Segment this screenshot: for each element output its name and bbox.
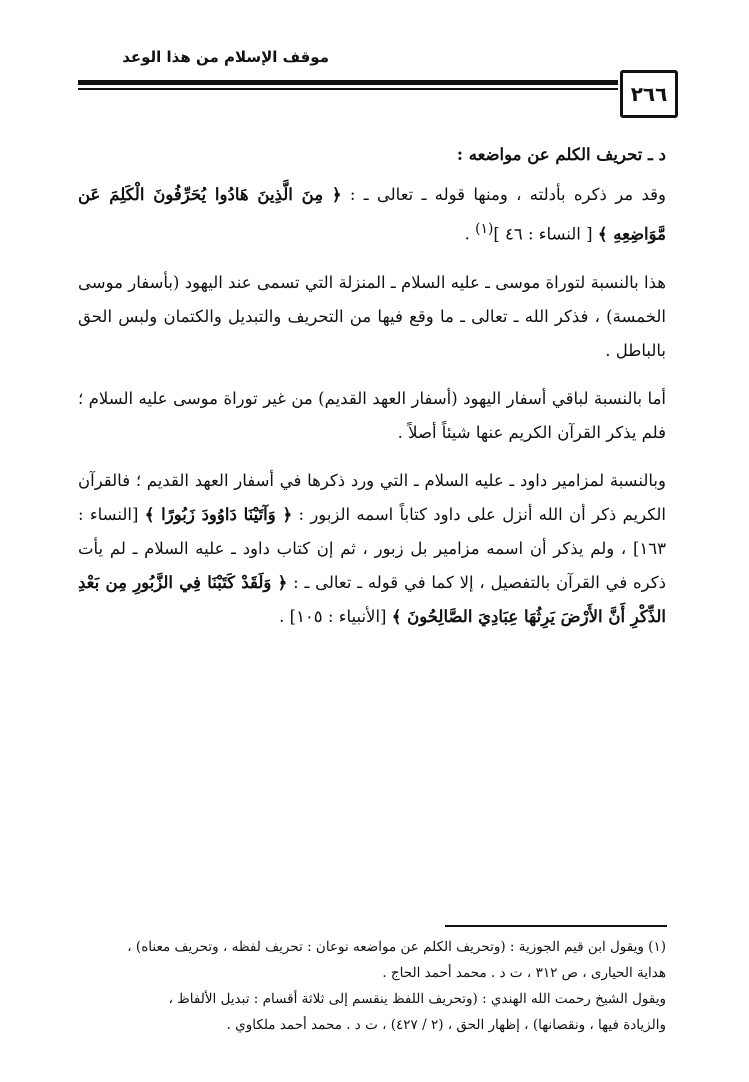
verse-reference-1: [ النساء : ٤٦ ] xyxy=(493,224,598,244)
section-heading: د ـ تحريف الكلم عن مواضعه : xyxy=(456,145,666,164)
page-header xyxy=(0,0,749,110)
header-rule-thick xyxy=(78,80,618,85)
footnote-line: ويقول الشيخ رحمت الله الهندي : (وتحريف اللفظ ينقسم إلى ثلاثة أقسام : تبديل الألفاظ ، xyxy=(168,991,666,1007)
footnote-marker[interactable]: (١) xyxy=(475,221,494,237)
footnote-line: هداية الحيارى ، ص ٣١٢ ، ت د . محمد أحمد الحاج . xyxy=(382,965,666,981)
paragraph-4-text-a: وبالنسبة لمزامير داود ـ عليه السلام ـ التي ورد ذكرها في أسفار العهد القديم ؛ فالقرآن الكريم ذكر أن الله أنزل على داود كتاباً اسمه الزبور : xyxy=(78,470,666,524)
footnotes xyxy=(78,934,666,1038)
paragraph-1-end: . xyxy=(464,224,476,244)
paragraph-1 xyxy=(78,178,666,252)
paragraph-1-text: وقد مر ذكره بأدلته ، ومنها قوله ـ تعالى ـ : xyxy=(341,185,666,204)
paragraph-2: هذا بالنسبة لتوراة موسى ـ عليه السلام ـ المنزلة التي تسمى عند اليهود (بأسفار موسى الخمسة) ، فذكر الله ـ تعالى ـ ما وقع فيها من التحريف والتبديل والكتمان ولبس الحق بالباطل . xyxy=(78,272,666,360)
paragraph-4-text-c: [الأنبياء : ١٠٥] . xyxy=(279,606,392,626)
paragraph-4 xyxy=(78,464,666,634)
running-title: موقف الإسلام من هذا الوعد xyxy=(122,48,329,66)
paragraph-4-text-b: [النساء : ١٦٣] ، ولم يذكر أن اسمه مزامير بل زبور ، ثم إن كتاب داود ـ عليه السلام ـ لم يأت ذكره في القرآن بالتفصيل ، إلا كما في قوله ـ تعالى ـ : xyxy=(78,504,666,592)
footnote-separator xyxy=(445,925,667,927)
paragraph-3: أما بالنسبة لباقي أسفار اليهود (أسفار العهد القديم) من غير توراة موسى عليه السلام ؛ فلم يذكر القرآن الكريم عنها شيئاً أصلاً . xyxy=(78,388,666,442)
quran-verse-1: ﴿ مِنَ الَّذِينَ هَادُوا يُحَرِّفُونَ الْكَلِمَ عَن مَّوَاضِعِهِ ﴾ xyxy=(78,185,666,244)
footnote-line: والزيادة فيها ، ونقصانها) ، إظهار الحق ، (٢ / ٤٢٧) ، ت د . محمد أحمد ملكاوي . xyxy=(226,1017,666,1033)
page-number: ٢٦٦ xyxy=(620,70,678,118)
header-rule-thin xyxy=(78,88,618,90)
quran-verse-3: ﴿ وَلَقَدْ كَتَبْنَا فِي الزَّبُورِ مِن بَعْدِ الذِّكْرِ أَنَّ الأَرْضَ يَرِثُهَا عِبَادِيَ الصَّالِحُونَ ﴾ xyxy=(78,572,666,626)
quran-verse-2: ﴿ وَآتَيْنَا دَاوُودَ زَبُورًا ﴾ xyxy=(144,504,293,524)
main-text xyxy=(78,138,666,648)
footnote-line: (١) ويقول ابن قيم الجوزية : (وتحريف الكلم عن مواضعه نوعان : تحريف لفظه ، وتحريف معناه) ، xyxy=(127,939,666,955)
